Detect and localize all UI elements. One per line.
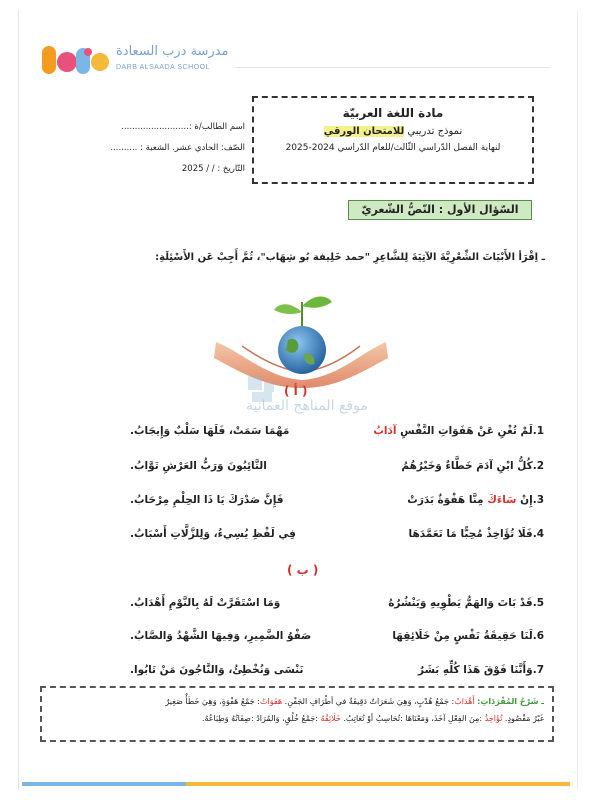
- model-line: [254, 126, 532, 137]
- verse-second-hemistich: صَفْوُ الضَّمِيرِ، وَفِيهَا الشَّهْدُ وَالصَّابُ.: [130, 630, 312, 642]
- verse-text: لَمْ تُغْنِ عَنْ هَفَوَاتِ النَّفْسِ: [396, 425, 533, 437]
- verse-first-hemistich: [407, 494, 544, 506]
- verse-second-hemistich: مَهْمَا سَمَتْ، فَلَهَا سَلْبٌ وَإِيجَابُ.: [130, 425, 290, 437]
- glossary-definition: : جَمْعُ هُدْبٍ، وَهِيَ شَعَرَاتٌ دَقِيقَةٌ في أطْرَافِ الجَفْنِ.: [282, 697, 455, 706]
- verse-text: لَنَا حَقِيقَةُ نَفْسٍ مِنْ خَلَائِقِهَا: [392, 630, 533, 642]
- footer-bar-blue: [22, 782, 186, 786]
- footer-color-bar: [22, 782, 570, 786]
- glossary-definition: : جَمْعُ هَفْوَةٍ، وَهِيَ خَطَأٌ صَغِيرٌ: [165, 697, 260, 706]
- glossary-term: أَهْدَابُ: [454, 697, 475, 706]
- verse-2: [50, 460, 544, 476]
- grade-field[interactable]: الصّف: الحادي عشر. الشعبة : ..........: [110, 143, 245, 153]
- school-logo-icon: [40, 42, 110, 78]
- verse-7: [50, 664, 544, 680]
- glossary-line-1: [50, 693, 544, 710]
- highlighted-word: سَاءَكَ: [487, 494, 517, 506]
- student-info: [70, 122, 245, 185]
- verse-first-hemistich: [388, 597, 544, 609]
- verse-second-hemistich: فِي لَفْظِ يُسِيءُ، وَلِلزَّلَّاتِ أَسْبَابُ.: [130, 528, 296, 540]
- footer-bar-yellow: [186, 782, 570, 786]
- verse-1: [50, 425, 544, 441]
- date-field[interactable]: التّاريخ : / / 2025: [181, 164, 245, 174]
- verse-6: [50, 630, 544, 646]
- model-highlight: للامتحان الورقي: [323, 126, 405, 137]
- section-title: السّؤال الأول : النّصُّ الشّعريّ: [348, 200, 532, 220]
- verse-number: 4.: [532, 528, 544, 540]
- verse-first-hemistich: [401, 460, 544, 472]
- verse-text: كُلُّ ابْنِ آدَمَ خَطَّاءٌ وَخَيْرُهُمُ: [401, 460, 533, 472]
- school-logo: [40, 40, 240, 80]
- verse-number: 3.: [532, 494, 544, 506]
- watermark-text: موقع المناهج العمانية: [246, 398, 368, 414]
- verse-5: [50, 597, 544, 613]
- verse-second-hemistich: وَمَا اسْتَقَرَّتْ لَهُ بِالنَّوْمِ أَهْدَابُ.: [130, 597, 281, 609]
- part-a-label: ( أ ): [284, 384, 308, 398]
- verse-text: قَدْ بَاتَ وَالهَمُّ يَطْوِيهِ وَيَنْشُرُهُ: [388, 597, 533, 609]
- verse-number: 2.: [532, 460, 544, 472]
- verse-text: فَلَا تُؤَاخِذْ مُحِبًّا مَا تَعَمَّدَهَا: [408, 528, 533, 540]
- verse-first-hemistich: [392, 630, 544, 642]
- verse-text: إِنْ: [516, 494, 533, 506]
- verse-number: 6.: [532, 630, 544, 642]
- glossary-title: ـ شَرْحُ المُفْرَدَاتِ:: [477, 697, 544, 706]
- verse-text: وَأَنَّنَا فَوْقَ هَذَا كُلِّهِ بَشَرٌ: [418, 664, 533, 676]
- verse-number: 1.: [532, 425, 544, 437]
- glossary-term: خَلَائِقُهُ: [320, 714, 341, 723]
- verse-text: مِنَّا هَفْوَةٌ بَدَرَتْ: [407, 494, 488, 506]
- student-name-field[interactable]: اسم الطالب/ة :.........................: [121, 122, 245, 132]
- verse-number: 5.: [532, 597, 544, 609]
- glossary-definition: :جَمْعُ خُلُقٍ، وَالمُرَادُ :صِفَاتُهُ وَطِبَاعُهُ.: [201, 714, 321, 723]
- verse-3: [50, 494, 544, 510]
- instruction-text: ـ اِقْرَأ الأَبْيَاتَ الشِّعْرِيَّةَ الآتِيَةَ لِلشَّاعِرِ "حمد خَلِيفة بُو شِهَاب"، ثُمَّ أَجِبْ عَن الأَسْئِلَةِ:: [155, 252, 545, 263]
- verse-first-hemistich: [373, 425, 544, 437]
- term-line: لنهاية الفصل الدّراسي الثّالث/للعام الدّراسي 2024-2025: [285, 143, 501, 153]
- verse-second-hemistich: التَّائِبُونَ وَرَبُّ العَرْشِ تَوَّابُ.: [130, 460, 267, 472]
- verse-number: 7.: [532, 664, 544, 676]
- verse-second-hemistich: نَنْسَى وَنُخْطِئُ، وَالنَّاجُونَ مَنْ تَابُوا.: [130, 664, 304, 676]
- glossary-definition: غَيْرُ مَقْصُودٍ.: [502, 714, 544, 723]
- verse-first-hemistich: [409, 528, 544, 540]
- subject-title: مادة اللغة العربيّة: [342, 106, 444, 120]
- highlighted-word: آدَابُ: [373, 425, 397, 437]
- glossary-line-2: [50, 710, 544, 727]
- verse-first-hemistich: [418, 664, 544, 676]
- exam-title-box: [252, 96, 534, 184]
- verse-second-hemistich: فَإِنَّ صَدْرَكَ يَا ذَا الحِلْمِ مِرْحَابُ.: [130, 494, 284, 506]
- glossary-term: تُؤَاخِذُ: [484, 714, 503, 723]
- school-name-ar: مدرسة درب السعادة: [116, 44, 229, 59]
- part-b-label: ( ب ): [287, 563, 319, 577]
- verse-4: [50, 528, 544, 544]
- model-prefix: نموذج تدريبي: [404, 126, 463, 137]
- glossary-box: [40, 686, 554, 742]
- glossary-term: هَفَوَاتُ: [259, 697, 283, 706]
- header-rule: [235, 67, 550, 68]
- glossary-definition: :مِنَ الفِعْلِ آخَذَ، وَمَعْنَاهَا :تُحَاسِبُ أوْ تُعَاتِبُ.: [340, 714, 485, 723]
- school-name-en: DARB ALSAADA SCHOOL: [116, 64, 210, 71]
